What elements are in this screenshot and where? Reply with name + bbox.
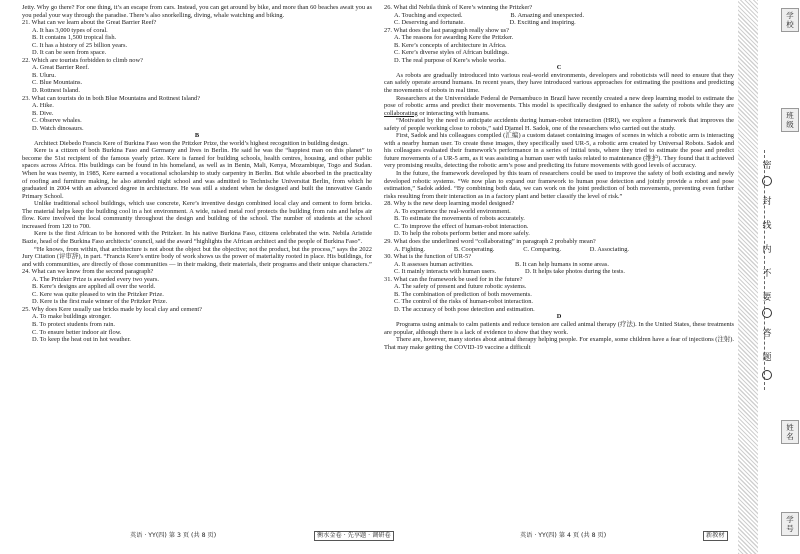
answer-option: C. The control of the risks of human-robot interaction. — [394, 298, 534, 306]
answer-option: C. Blue Mountains. — [32, 79, 83, 87]
answer-option: A. To make buildings stronger. — [32, 313, 111, 321]
answer-option: A. The Pritzker Prize is awarded every two years. — [32, 275, 159, 283]
edition-badge: 新教材 — [703, 531, 728, 541]
passage-paragraph: Researchers at the Universidade Federal de Pernambuco in Brazil have recently created a new deep learning model to estimate the pose of robotic arms and predict their movements. This model is specifically designed to enhance the safety of robots while they are collaborating or interacting with humans. — [384, 94, 734, 117]
seal-char: 答 — [762, 329, 772, 339]
page-4-footer — [520, 529, 606, 543]
seal-strip-hatching — [738, 0, 758, 554]
school-label: 学 校 — [781, 8, 799, 32]
answer-option: A. It assesses human activities. B. It can help humans in some areas. — [394, 260, 609, 268]
exam-page-3 — [22, 4, 372, 526]
answer-option: A. To experience the real-world environment. — [394, 207, 511, 215]
answer-option: B. It contains 1,500 tropical fish. — [32, 34, 117, 42]
answer-option: C. Kere’s diverse styles of African buildings. — [394, 49, 510, 57]
exam-page-4 — [384, 4, 734, 526]
seal-ring — [762, 370, 772, 380]
answer-option: B. Kere’s designs are applied all over the world. — [32, 283, 156, 291]
page-3-footer — [130, 529, 216, 543]
answer-option: A. Great Barrier Reef. — [32, 64, 89, 72]
question-text: 29. What does the underlined word “collaborating” in paragraph 2 probably mean? — [384, 237, 596, 245]
passage-paragraph: There are, however, many stories about animal therapy helping people. For example, some children have a fear of injections (注射). That may make getting the COVID-19 vaccine a difficult — [384, 336, 734, 351]
seal-ring — [762, 176, 772, 186]
answer-option: D. Watch dinosaurs. — [32, 124, 84, 132]
answer-option: D. The accuracy of both pose detection and estimation. — [394, 305, 535, 313]
edition-footer — [703, 529, 728, 543]
answer-option: B. Uluru. — [32, 71, 56, 79]
question-text: 25. Why does Kere usually use bricks made by local clay and cement? — [22, 305, 203, 313]
answer-option: B. The combination of prediction of both movements. — [394, 290, 532, 298]
question-text: 26. What did Nebila think of Kere’s winning the Pritzker? — [384, 4, 533, 11]
answer-option: A. Hike. — [32, 102, 54, 110]
answer-option: C. It has a history of 25 billion years. — [32, 41, 128, 49]
answer-option: D. Rottnest Island. — [32, 87, 80, 95]
page-3-number: 英语 · YY(四) 第 3 页 (共 8 页) — [130, 532, 217, 539]
answer-option: A. The reasons for awarding Kere the Pritzker. — [394, 34, 514, 42]
question-text: 31. What can the framework be used for in the future? — [384, 275, 523, 283]
answer-option: C. It mainly interacts with human users. D. It helps take photos during the tests. — [394, 268, 625, 276]
answer-option: C. Observe whales. — [32, 117, 82, 125]
question-text: 27. What does the last paragraph really show us? — [384, 26, 509, 34]
passage-paragraph: In the future, the framework developed by this team of researchers could be used to improve the safety of both existing and newly developed robotic systems. “We now plan to expand our framework to human pose detection and jointly provide a robot and pose estimation,” Sadok added. “By combining both data, we can work on the joint prediction of both movements, preventing even further risks resulting from their interaction as in a factory plant and better classify the level of risk.” — [384, 170, 734, 200]
underlined-word: collaborating — [384, 109, 418, 117]
seal-char: 内 — [762, 245, 772, 255]
answer-option: B. To estimate the movements of robots accurately. — [394, 215, 525, 223]
answer-option: D. Kere is the first male winner of the Pritzker Prize. — [32, 298, 168, 306]
question-text: 24. What can we know from the second paragraph? — [22, 268, 154, 276]
answer-option: B. Kere’s concepts of architecture in Africa. — [394, 41, 507, 49]
answer-option: C. To improve the effect of human-robot interaction. — [394, 222, 529, 230]
answer-option: C. Deserving and fortunate. D. Exciting and inspiring. — [394, 19, 576, 27]
section-letter: B — [194, 132, 200, 140]
answer-option: C. Kere was quite pleased to win the Pritzker Prize. — [32, 290, 164, 298]
answer-option: D. It can be seen from space. — [32, 49, 107, 57]
passage-paragraph: “Motivated by the need to anticipate accidents during human-robot interaction (HRI), we explore a framework that improves the safety of people working close to robots,” said Djamel H. Sadok, one of the researchers who carried out the study. — [384, 117, 734, 132]
answer-option: D. To keep the heat out in hot weather. — [32, 336, 131, 344]
answer-option: B. To protect students from rain. — [32, 320, 116, 328]
answer-option: A. It has 3,000 types of coral. — [32, 26, 108, 34]
seal-char: 密 — [762, 161, 772, 171]
question-text: 22. Which are tourists forbidden to climb now? — [22, 56, 143, 64]
passage-paragraph: As robots are gradually introduced into various real-world environments, developers and roboticists will need to ensure that they can safely operate around humans. In recent years, they have introduced various approaches for estimating the positions and predicting the movements of robots in real time. — [384, 71, 734, 95]
question-text: Jetty. Why go there? For one thing, it’s an escape from cars. Instead, you can get around by bike, and more than 60 beaches await you as you pedal your way through the paradise. There’s also snorkelling, diving, whale watching and biking. — [22, 4, 372, 19]
seal-ring — [762, 308, 772, 318]
seal-char: 要 — [762, 293, 772, 303]
seal-char: 线 — [762, 221, 772, 231]
section-letter: C — [556, 64, 562, 72]
passage-paragraph: Kere is a citizen of both Burkina Faso and Germany and lives in Berlin. He said he was the “happiest man on this planet” to become the 51st recipient of the famous yearly prize. Kere is famed for building schools, health centres, housing, and other public spaces across Africa. His buildings can be found in his homeland, as well as in Benin, Mali, Kenya, Mozambique, Togo and Sudan. When he was twenty, in 1985, Kere earned a vocational scholarship to study carpentry in Berlin. But while absorbed in the practicality of roofing and furniture making, he also attended night school and was admitted to Technische Universitat Berlin, from which he graduated in 2004 with an advanced degree in architecture. He was still a student when he designed and built the innovative Gando Primary School. — [22, 147, 372, 200]
answer-option: C. To ensure better indoor air flow. — [32, 328, 122, 336]
passage-paragraph: Kere is the first African to be honored with the Pritzker. In his native Burkina Faso, citizens celebrated the win. Nebila Aristide Bazie, head of the Burkina Faso architects’ council, said the award “highlights the African architect and the people of Burkina Faso”. — [22, 230, 372, 245]
question-text: 21. What can we learn about the Great Barrier Reef? — [22, 19, 157, 27]
seal-strip — [738, 0, 800, 554]
answer-option: A. Touching and expected. B. Amazing and unexpected. — [394, 11, 585, 19]
answer-option: D. The real purpose of Kere’s whole works. — [394, 56, 506, 64]
seal-char: 题 — [762, 353, 772, 363]
question-text: 23. What can tourists do in both Blue Mountains and Rottnest Island? — [22, 94, 201, 102]
passage-paragraph: First, Sadok and his colleagues compiled (汇编) a custom dataset containing images of scenes in which a robotic arm is interacting with a nearby human user. To create these images, they specifically used UR-5, a robotic arm created by Universal Robots. Sadok and his colleagues evaluated their framework’s performance in a series of initial tests, where they tried to estimate the pose and predict future movements of a UR-5 arm, as it was assisting a human user with tasks related to maintenance (维护). They found that it achieved very promising results, detecting the robotic arm’s pose and predicting its future movements with good levels of accuracy. — [384, 132, 734, 170]
seal-char: 封 — [762, 197, 772, 207]
question-text: 30. What is the function of UR-5? — [384, 253, 472, 261]
answer-option: B. Dive. — [32, 109, 54, 117]
student-number-label: 学 号 — [781, 512, 799, 536]
question-text: 28. Why is the new deep learning model designed? — [384, 200, 515, 208]
section-letter: D — [556, 313, 562, 321]
answer-option: D. To help the robots perform better and more safely. — [394, 230, 530, 238]
seal-char: 不 — [762, 269, 772, 279]
passage-paragraph: Architect Diebedo Francis Kere of Burkina Faso won the Pritzker Prize, the world’s highest recognition in building design. — [34, 139, 349, 147]
answer-option: A. The safety of present and future robotic systems. — [394, 283, 527, 291]
name-label: 姓 名 — [781, 420, 799, 444]
passage-paragraph: Unlike traditional school buildings, which use concrete, Kere’s inventive design combined local clay and cement to form bricks. The material helps keep the building cool in a hot environment. A wide, raised metal roof protects the building from rain and helps air flow. Kere involved the local community throughout the design and building of the school. The number of students at the school increased from 120 to 700. — [22, 200, 372, 230]
page-4-number: 英语 · YY(四) 第 4 页 (共 8 页) — [520, 532, 607, 539]
class-label: 班 级 — [781, 108, 799, 132]
passage-paragraph: “He knows, from within, that architecture is not about the object but the objective; not the product, but the process,” says the 2022 Jury Citation (评审辞), in part. “Francis Kere’s entire body of work shows us the power of materiality rooted in place. His buildings, for and with communities, are directly of those communities — in their making, their materials, their programs and their unique characters.” — [22, 245, 372, 268]
answer-option: A. Fighting. B. Cooperating. C. Comparing. D. Associating. — [394, 245, 630, 253]
brand-footer — [314, 529, 394, 543]
brand-label: 衡水金卷 · 先享题 · 调研卷 — [314, 531, 394, 541]
passage-paragraph: Programs using animals to calm patients and reduce tension are called animal therapy (疗法). In the United States, these treatments are popular, although there is a lack of evidence to show that they work. — [384, 320, 734, 336]
